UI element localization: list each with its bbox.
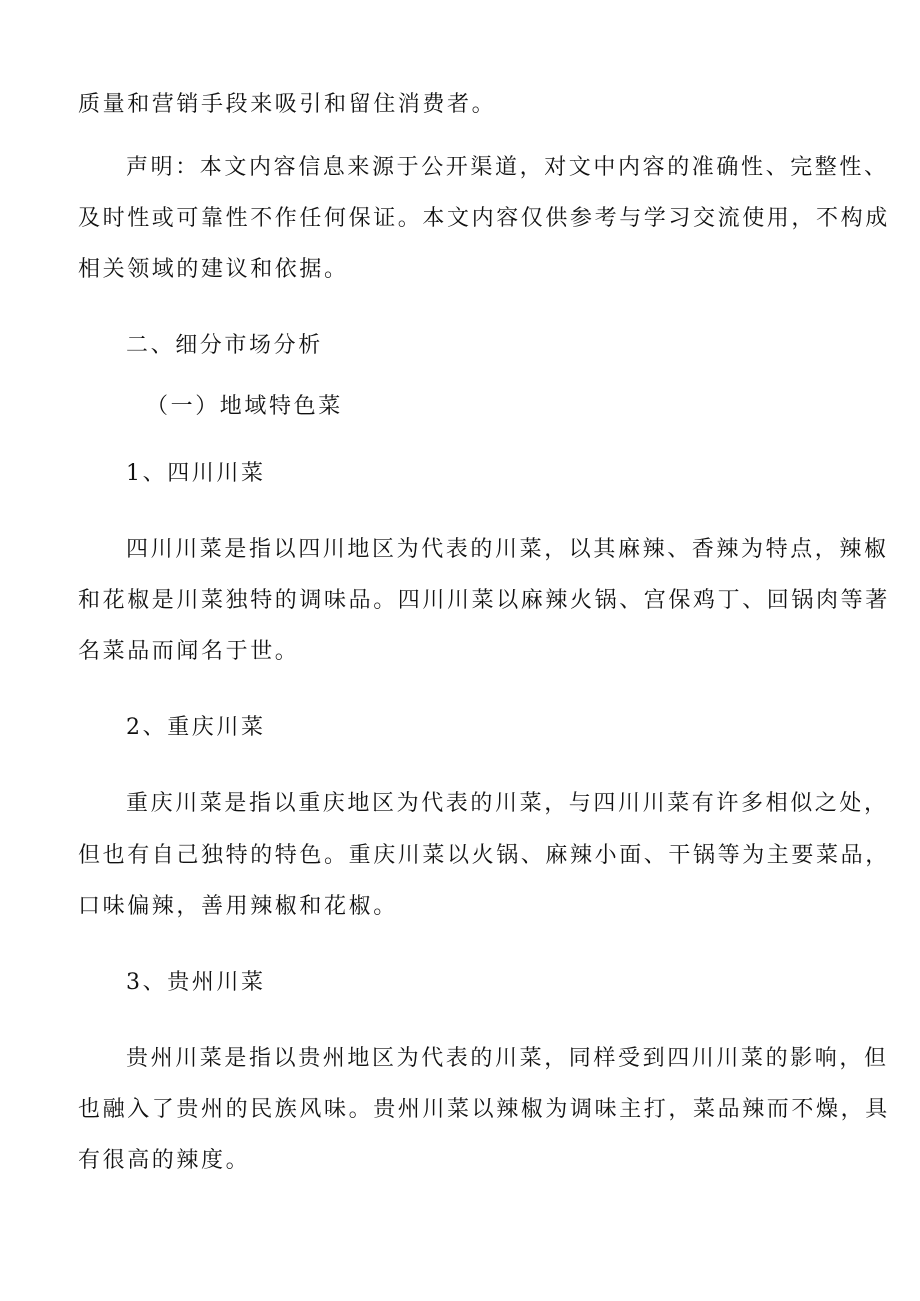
item-chongqing-line-2: 但也有自己独特的特色。重庆川菜以火锅、麻辣小面、干锅等为主要菜品， — [78, 843, 890, 868]
item-chongqing-line-1: 重庆川菜是指以重庆地区为代表的川菜，与四川川菜有许多相似之处， — [126, 791, 889, 816]
subsection-title: （一）地域特色菜 — [146, 394, 343, 419]
item-chongqing-line-3: 口味偏辣，善用辣椒和花椒。 — [78, 894, 398, 919]
item-guizhou-line-2: 也融入了贵州的民族风味。贵州川菜以辣椒为调味主打，菜品辣而不燥，具 — [78, 1097, 890, 1122]
item-guizhou-line-3: 有很高的辣度。 — [78, 1148, 251, 1173]
disclaimer-line-2: 及时性或可靠性不作任何保证。本文内容仅供参考与学习交流使用，不构成 — [78, 206, 890, 231]
item-heading-chongqing: 2、重庆川菜 — [126, 715, 266, 740]
intro-tail-line: 质量和营销手段来吸引和留住消费者。 — [78, 92, 497, 117]
item-sichuan-line-3: 名菜品而闻名于世。 — [78, 639, 300, 664]
item-sichuan-line-2: 和花椒是川菜独特的调味品。四川川菜以麻辣火锅、宫保鸡丁、回锅肉等著 — [78, 588, 890, 613]
item-sichuan-line-1: 四川川菜是指以四川地区为代表的川菜，以其麻辣、香辣为特点，辣椒 — [126, 537, 889, 562]
section-title: 二、细分市场分析 — [126, 333, 323, 358]
item-heading-guizhou: 3、贵州川菜 — [126, 970, 266, 995]
disclaimer-line-3: 相关领域的建议和依据。 — [78, 257, 349, 282]
item-heading-sichuan: 1、四川川菜 — [126, 461, 266, 486]
disclaimer-line-1: 声明：本文内容信息来源于公开渠道，对文中内容的准确性、完整性、 — [126, 155, 889, 180]
item-guizhou-line-1: 贵州川菜是指以贵州地区为代表的川菜，同样受到四川川菜的影响，但 — [126, 1046, 889, 1071]
